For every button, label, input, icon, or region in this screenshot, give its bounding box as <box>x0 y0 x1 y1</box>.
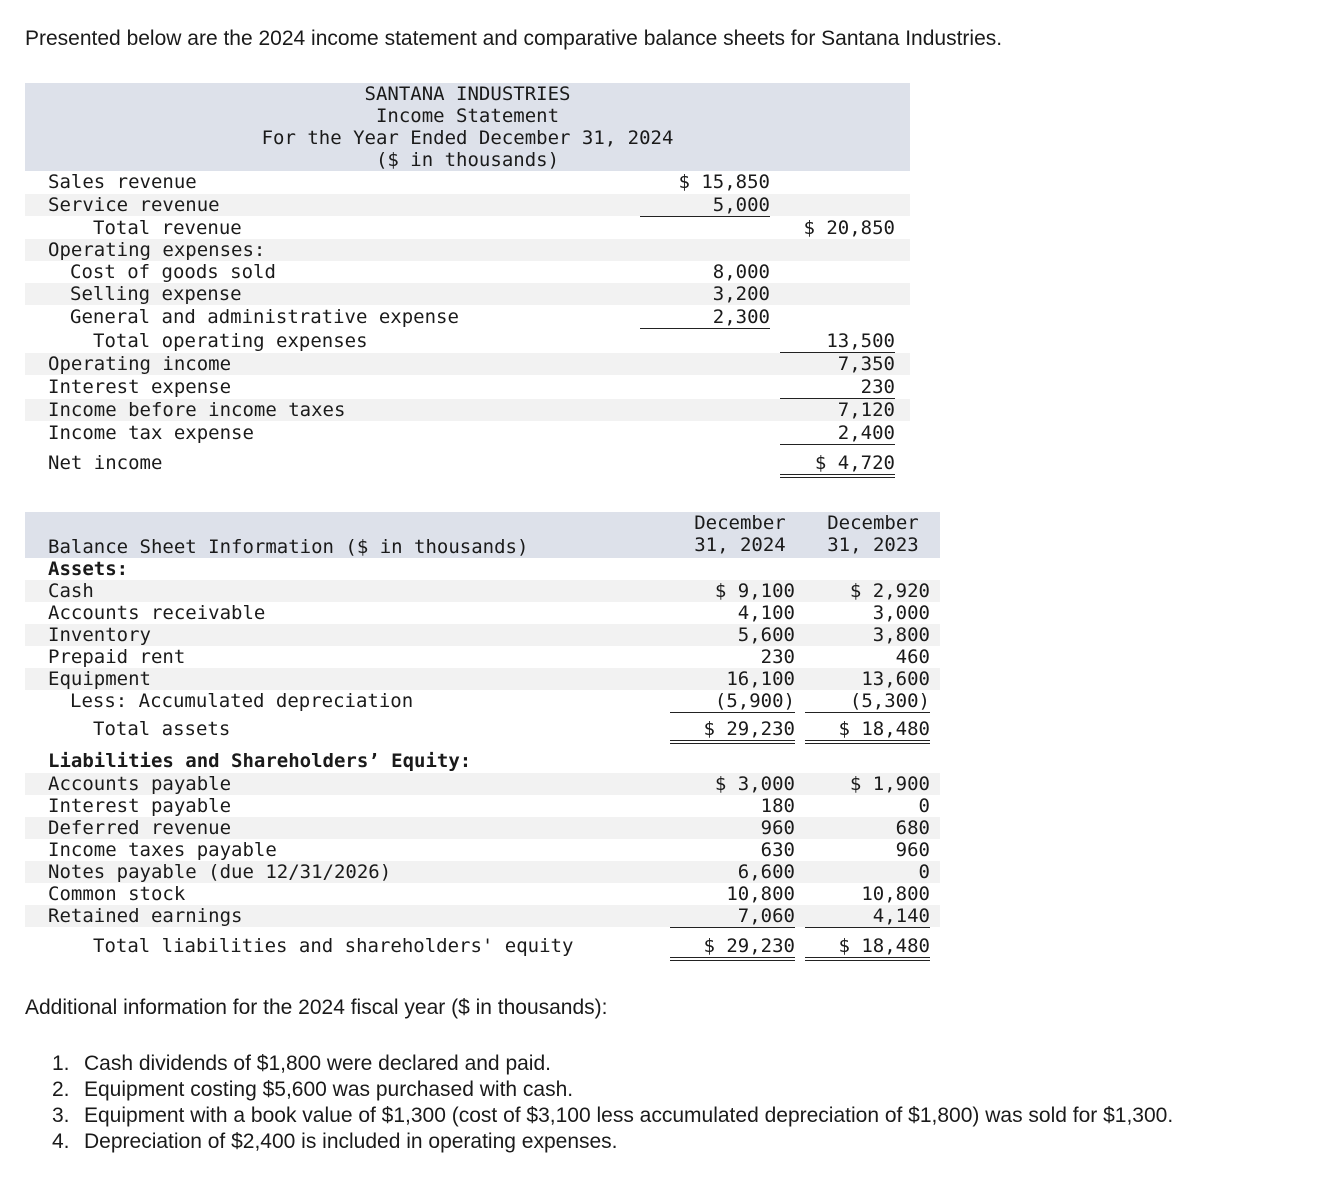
row-label: Interest expense <box>48 376 232 398</box>
amount-2024: 4,100 <box>737 602 795 624</box>
table-row <box>25 399 910 421</box>
row-label: Service revenue <box>48 194 220 216</box>
row-label: Income before income taxes <box>48 399 346 421</box>
row-label: General and administrative expense <box>70 306 459 328</box>
row-label: Less: Accumulated depreciation <box>70 690 414 712</box>
amount-2023: $ 2,920 <box>849 580 930 602</box>
row-label: Cost of goods sold <box>70 261 276 283</box>
list-item <box>52 1129 1173 1155</box>
list-item <box>52 1103 1173 1129</box>
additional-info-list <box>52 1051 1173 1155</box>
row-label: Income taxes payable <box>48 839 277 861</box>
amount-2024: 230 <box>760 646 795 668</box>
table-row <box>25 376 910 398</box>
amount-col1: 8,000 <box>712 261 770 283</box>
amount-2024: $ 9,100 <box>714 580 795 602</box>
table-row <box>25 718 940 740</box>
row-label: Total assets <box>93 718 231 740</box>
additional-info-title: Additional information for the 2024 fiscal year ($ in thousands): <box>25 996 608 1019</box>
row-label: Deferred revenue <box>48 817 232 839</box>
statement-title: Income Statement <box>375 105 560 127</box>
row-label: Common stock <box>48 883 186 905</box>
table-row <box>25 422 910 444</box>
amount-2023: (5,300) <box>805 690 930 713</box>
row-label: Income tax expense <box>48 422 254 444</box>
amount-2023: 0 <box>918 861 930 883</box>
table-row <box>25 861 940 883</box>
amount-2023: 680 <box>895 817 930 839</box>
amount-col1: 3,200 <box>712 283 770 305</box>
amount-2023: 460 <box>895 646 930 668</box>
table-row <box>25 795 940 817</box>
row-label: Prepaid rent <box>48 646 186 668</box>
table-row <box>25 217 910 239</box>
amount-2024: $ 29,230 <box>670 718 795 744</box>
table-row <box>25 905 940 927</box>
table-row <box>25 353 910 375</box>
table-row <box>25 283 910 305</box>
amount-2024: $ 3,000 <box>714 773 795 795</box>
table-row <box>25 646 940 668</box>
list-text: Cash dividends of $1,800 were declared and paid. <box>84 1052 551 1075</box>
amount-2024: 6,600 <box>737 861 795 883</box>
row-label: Notes payable (due 12/31/2026) <box>48 861 392 883</box>
row-label: Operating income <box>48 353 232 375</box>
table-row <box>25 839 940 861</box>
income-statement-header <box>25 83 910 171</box>
table-row <box>25 624 940 646</box>
amount-2024: 16,100 <box>726 668 795 690</box>
amount-col2: 7,350 <box>837 353 895 375</box>
amount-2024: 10,800 <box>726 883 795 905</box>
amount-2024: (5,900) <box>670 690 795 713</box>
row-label: Retained earnings <box>48 905 243 927</box>
row-label: Sales revenue <box>48 171 197 193</box>
balance-sheet-title: Balance Sheet Information ($ in thousands) <box>48 536 529 558</box>
statement-period: For the Year Ended December 31, 2024 <box>261 127 674 149</box>
balance-sheet-header <box>25 512 940 558</box>
row-label: Total revenue <box>93 217 242 239</box>
amount-2024: 7,060 <box>670 905 795 928</box>
table-row <box>25 773 940 795</box>
list-number: 4. <box>52 1130 70 1153</box>
row-label: Selling expense <box>70 283 242 305</box>
intro-text: Presented below are the 2024 income statement and comparative balance sheets for Santana Industries. <box>25 27 1003 50</box>
row-label: Assets: <box>48 558 129 580</box>
amount-2024: 180 <box>760 795 795 817</box>
amount-2023: 10,800 <box>861 883 930 905</box>
table-row <box>25 580 940 602</box>
amount-2023: 4,140 <box>805 905 930 928</box>
list-text: Equipment costing $5,600 was purchased with cash. <box>84 1078 574 1101</box>
row-label: Net income <box>48 452 163 474</box>
col-header-2024: December 31, 2024 <box>694 512 786 556</box>
col-header-2023: December 31, 2023 <box>827 512 919 556</box>
row-label: Accounts receivable <box>48 602 266 624</box>
list-number: 2. <box>52 1078 70 1101</box>
amount-2023: 960 <box>895 839 930 861</box>
row-label: Inventory <box>48 624 151 646</box>
amount-2024: 630 <box>760 839 795 861</box>
row-label: Accounts payable <box>48 773 232 795</box>
amount-col2: 2,400 <box>780 422 895 445</box>
row-label: Total liabilities and shareholders' equity <box>93 935 574 957</box>
statement-units: ($ in thousands) <box>375 149 560 171</box>
amount-col2: $ 4,720 <box>780 452 895 478</box>
amount-col1: 2,300 <box>640 306 770 329</box>
table-row <box>25 330 910 352</box>
amount-col1: 5,000 <box>640 194 770 217</box>
row-label: Interest payable <box>48 795 232 817</box>
table-row <box>25 668 940 690</box>
table-row <box>25 690 940 712</box>
row-label: Equipment <box>48 668 151 690</box>
amount-2023: 3,800 <box>872 624 930 646</box>
table-row <box>25 935 940 957</box>
table-row <box>25 194 910 216</box>
amount-col2: 7,120 <box>837 399 895 421</box>
amount-2023: 3,000 <box>872 602 930 624</box>
amount-2024: 960 <box>760 817 795 839</box>
table-row <box>25 883 940 905</box>
amount-2024: 5,600 <box>737 624 795 646</box>
amount-col2: 230 <box>780 376 895 399</box>
list-text: Depreciation of $2,400 is included in operating expenses. <box>84 1130 618 1153</box>
row-label: Operating expenses: <box>48 239 266 261</box>
table-row <box>25 239 910 261</box>
table-row <box>25 817 940 839</box>
amount-col2: 13,500 <box>780 330 895 353</box>
amount-2023: $ 18,480 <box>805 718 930 744</box>
row-label: Total operating expenses <box>93 330 368 352</box>
amount-2023: $ 18,480 <box>805 935 930 961</box>
table-row <box>25 171 910 193</box>
amount-col1: $ 15,850 <box>678 171 770 193</box>
amount-col2: $ 20,850 <box>803 217 895 239</box>
list-text: Equipment with a book value of $1,300 (cost of $3,100 less accumulated depreciation of $1,800) was sold for $1,300. <box>84 1104 1174 1127</box>
amount-2023: $ 1,900 <box>849 773 930 795</box>
company-name: SANTANA INDUSTRIES <box>364 83 571 105</box>
table-row <box>25 602 940 624</box>
amount-2024: $ 29,230 <box>670 935 795 961</box>
list-item <box>52 1077 1173 1103</box>
row-label: Cash <box>48 580 94 602</box>
list-number: 1. <box>52 1052 70 1075</box>
table-row <box>25 558 940 580</box>
amount-2023: 13,600 <box>861 668 930 690</box>
row-label: Liabilities and Shareholders’ Equity: <box>48 750 472 772</box>
list-item <box>52 1051 1173 1077</box>
amount-2023: 0 <box>918 795 930 817</box>
table-row <box>25 452 910 474</box>
table-row <box>25 750 940 772</box>
table-row <box>25 261 910 283</box>
list-number: 3. <box>52 1104 70 1127</box>
table-row <box>25 306 910 328</box>
